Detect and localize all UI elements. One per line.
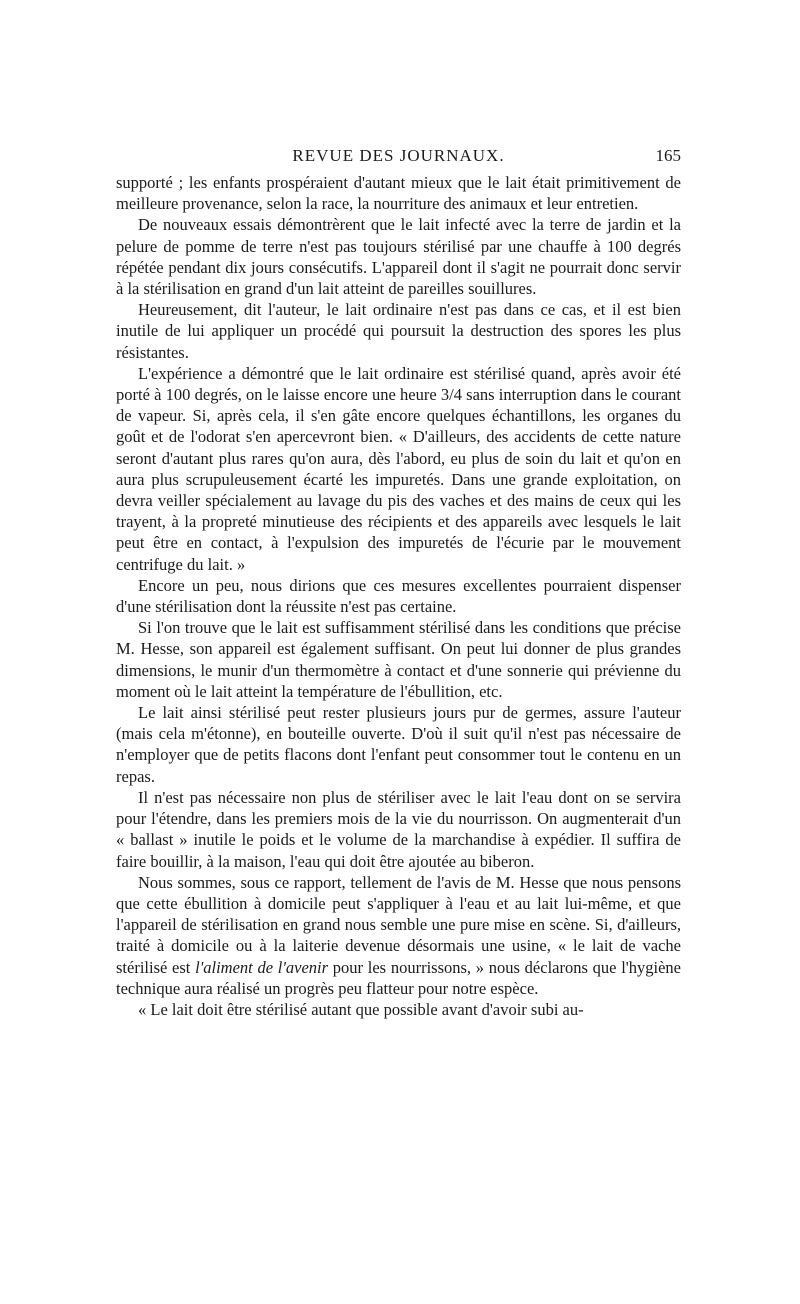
article-body [116, 172, 681, 1020]
paragraph-9 [116, 872, 681, 999]
paragraph-3: Heureusement, dit l'auteur, le lait ordinaire n'est pas dans ce cas, et il est bien inutile de lui appliquer un procédé qui poursuit la destruction des spores les plus résistantes. [116, 300, 681, 362]
paragraph-10: « Le lait doit être stérilisé autant que possible avant d'avoir subi au- [138, 999, 584, 1019]
paragraph-4: L'expérience a démontré que le lait ordinaire est stérilisé quand, après avoir été porté à 100 degrés, on le laisse encore une heure 3/4 sans interruption dans le courant de vapeur. Si, après cela, il s'en gâte encore quelques échantillons, les organes du goût et de l'odorat s'en apercevront bien. « D'ailleurs, des accidents de cette nature seront d'autant plus rares qu'on aura, dès l'abord, eu plus de soin du lait et qu'on en aura plus scrupuleusement écarté les impuretés. Dans une grande exploitation, on devra veiller spécialement au lavage du pis des vaches et des mains de ceux qui les trayent, à la propreté minutieuse des récipients et des appareils avec lesquels le lait peut être en contact, à l'expulsion des impuretés de l'écurie par le mouvement centrifuge du lait. » [116, 363, 681, 574]
running-title: REVUE DES JOURNAUX. [292, 146, 505, 165]
page-header [116, 142, 681, 172]
paragraph-1: supporté ; les enfants prospéraient d'autant mieux que le lait était primitivement de meilleure provenance, selon la race, la nourriture des animaux et leur entretien. [116, 173, 681, 214]
paragraph-9-text-before: Nous sommes, sous ce rapport, tellement de l'avis de M. Hesse que nous pensons que cette ébullition à domicile peut s'appliquer à l'eau et au lait lui-même, et que l'appareil de stérilisation en grand nous semble une pure mise en scène. Si, d'ailleurs, traité à domicile ou à la laiterie devenue désormais une usine, « le lait de vache stérilisé est [116, 872, 681, 977]
page-number: 165 [655, 146, 681, 165]
document-page [116, 142, 681, 1020]
paragraph-2: De nouveaux essais démontrèrent que le lait infecté avec la terre de jardin et la pelure de pomme de terre n'est pas toujours stérilisé par une chauffe à 100 degrés répétée pendant dix jours consécutifs. L'appareil dont il s'agit ne pourrait donc servir à la stérilisation en grand d'un lait atteint de pareilles souillures. [116, 215, 681, 299]
paragraph-8: Il n'est pas nécessaire non plus de stériliser avec le lait l'eau dont on se servira pour l'étendre, dans les premiers mois de la vie du nourrisson. On augmenterait d'un « ballast » inutile le poids et le volume de la marchandise à expédier. Il suffira de faire bouillir, à la maison, l'eau qui doit être ajoutée au biberon. [116, 787, 681, 871]
paragraph-5: Encore un peu, nous dirions que ces mesures excellentes pourraient dispenser d'une stérilisation dont la réussite n'est pas certaine. [116, 575, 681, 617]
paragraph-9-emphasis: l'aliment de l'avenir [195, 957, 329, 977]
paragraph-6: Si l'on trouve que le lait est suffisamment stérilisé dans les conditions que précise M. Hesse, son appareil est également suffisant. On peut lui donner de plus grandes dimensions, le munir d'un thermomètre à contact et d'une sonnerie qui prévienne du moment où le lait atteint la température de l'ébullition, etc. [116, 618, 681, 701]
paragraph-9-text-after: pour les nourrissons, » nous déclarons que l'hygiène technique aura réalisé un progrès peu flatteur pour notre espèce. [116, 957, 681, 998]
paragraph-7: Le lait ainsi stérilisé peut rester plusieurs jours pur de germes, assure l'auteur (mais cela m'étonne), en bouteille ouverte. D'où il suit qu'il n'est pas nécessaire de n'employer que de petits flacons dont l'enfant peut consommer tout le contenu en un repas. [116, 703, 681, 786]
